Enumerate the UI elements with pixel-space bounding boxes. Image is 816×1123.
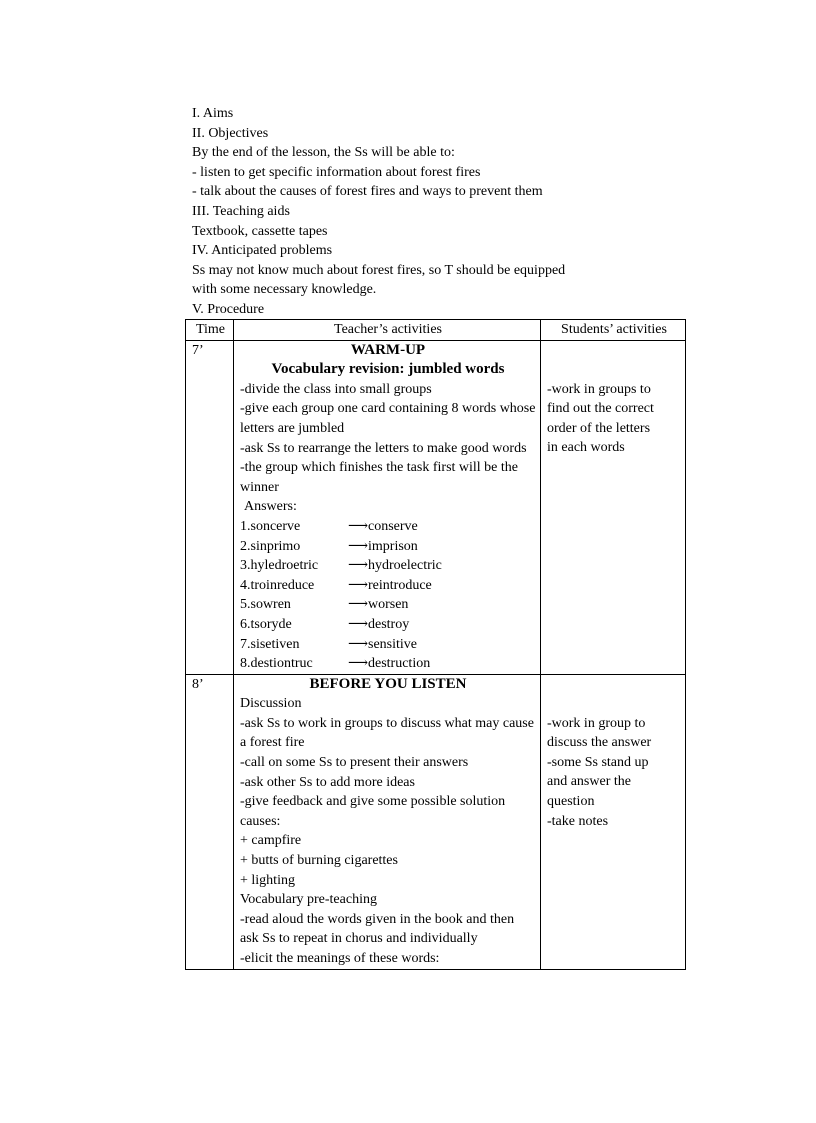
teacher-activity: -elicit the meanings of these words: [240, 951, 440, 966]
arrow-icon: ⟶ [348, 597, 369, 613]
cause-item: + butts of burning cigarettes [240, 853, 398, 869]
procedure-heading: V. Procedure [192, 301, 265, 317]
jumbled-word: 7.sisetiven [240, 636, 300, 652]
procedure-table [185, 319, 686, 970]
teacher-activity: -the group which finishes the task first will be the winner [240, 460, 518, 495]
student-activity: question [547, 794, 595, 810]
arrow-icon: ⟶ [348, 558, 369, 574]
teacher-activity: -ask Ss to work in groups to discuss what may cause a forest fire [240, 715, 534, 751]
student-activity: -some Ss stand up [547, 754, 649, 770]
vocab-label: Vocabulary pre-teaching [240, 892, 377, 908]
header-teacher: Teacher’s activities [234, 320, 541, 341]
objective-item: - listen to get specific information about forest fires [192, 164, 481, 180]
correct-word: conserve [368, 518, 418, 534]
teaching-aids-heading: III. Teaching aids [192, 203, 290, 219]
student-activity: order of the letters [547, 420, 651, 436]
teacher-activity: -read aloud the words given in the book and then ask Ss to repeat in chorus and individually [240, 911, 515, 947]
jumbled-word: 5.sowren [240, 597, 291, 613]
warmup-students-cell [541, 340, 686, 674]
arrow-icon: ⟶ [348, 656, 369, 672]
student-activity: -work in groups to [547, 381, 651, 397]
teacher-activity: -divide the class into small groups [240, 381, 432, 397]
jumbled-word: 8.destiontruc [240, 656, 313, 672]
teaching-aids-text: Textbook, cassette tapes [192, 223, 328, 239]
warmup-subtitle: Vocabulary revision: jumbled words [271, 361, 505, 378]
before-title: BEFORE YOU LISTEN [309, 675, 467, 692]
student-activity: -take notes [547, 813, 609, 829]
jumbled-word: 3.hyledroetric [240, 558, 319, 574]
teacher-activity: -give feedback and give some possible solution causes: [240, 794, 506, 829]
answer-item [240, 635, 536, 655]
correct-word: destruction [368, 656, 431, 672]
jumbled-word: 6.tsoryde [240, 616, 292, 632]
cause-item: + lighting [240, 872, 295, 888]
warmup-title: WARM-UP [350, 341, 426, 358]
before-time: 8’ [186, 674, 234, 969]
teacher-activity: -call on some Ss to present their answers [240, 755, 469, 771]
jumbled-word: 4.troinreduce [240, 577, 315, 593]
before-students-cell [541, 674, 686, 969]
header-time: Time [186, 320, 234, 341]
correct-word: hydroelectric [368, 558, 442, 574]
cause-item: + campfire [240, 833, 302, 849]
correct-word: reintroduce [368, 577, 432, 593]
lesson-intro [192, 104, 662, 320]
before-teacher-cell [234, 674, 541, 969]
objectives-heading: II. Objectives [192, 125, 269, 141]
arrow-icon: ⟶ [348, 616, 369, 632]
problems-heading: IV. Anticipated problems [192, 243, 333, 259]
arrow-icon: ⟶ [348, 636, 369, 652]
answer-item [240, 654, 536, 674]
student-activity: discuss the answer [547, 735, 652, 751]
student-activity: in each words [547, 440, 625, 456]
problems-text: with some necessary knowledge. [192, 282, 377, 298]
jumbled-word: 1.soncerve [240, 518, 301, 534]
table-header-row [186, 320, 686, 341]
answers-label: Answers: [244, 499, 297, 515]
correct-word: destroy [368, 616, 410, 632]
jumbled-word: 2.sinprimo [240, 538, 301, 554]
arrow-icon: ⟶ [348, 518, 369, 534]
before-listen-row [186, 674, 686, 969]
answer-item [240, 595, 536, 615]
correct-word: sensitive [368, 636, 417, 652]
warmup-time: 7’ [186, 340, 234, 674]
objectives-lead: By the end of the lesson, the Ss will be able to: [192, 145, 455, 161]
warmup-teacher-cell [234, 340, 541, 674]
arrow-icon: ⟶ [348, 538, 369, 554]
answer-item [240, 517, 536, 537]
aims-heading: I. Aims [192, 106, 234, 121]
objective-item: - talk about the causes of forest fires and ways to prevent them [192, 184, 543, 200]
arrow-icon: ⟶ [348, 577, 369, 593]
correct-word: worsen [368, 597, 409, 613]
teacher-activity: -give each group one card containing 8 words whose letters are jumbled [240, 401, 536, 436]
student-activity: find out the correct [547, 401, 654, 417]
student-activity: and answer the [547, 774, 631, 790]
discussion-label: Discussion [240, 696, 302, 712]
answer-item [240, 556, 536, 576]
header-students: Students’ activities [541, 320, 686, 341]
student-activity: -work in group to [547, 715, 646, 731]
teacher-activity: -ask other Ss to add more ideas [240, 774, 415, 790]
answer-item [240, 576, 536, 596]
teacher-activity: -ask Ss to rearrange the letters to make good words [240, 440, 527, 456]
answer-item [240, 537, 536, 557]
warmup-row [186, 340, 686, 674]
answer-item [240, 615, 536, 635]
correct-word: imprison [368, 538, 418, 554]
problems-text: Ss may not know much about forest fires, so T should be equipped [192, 262, 566, 278]
